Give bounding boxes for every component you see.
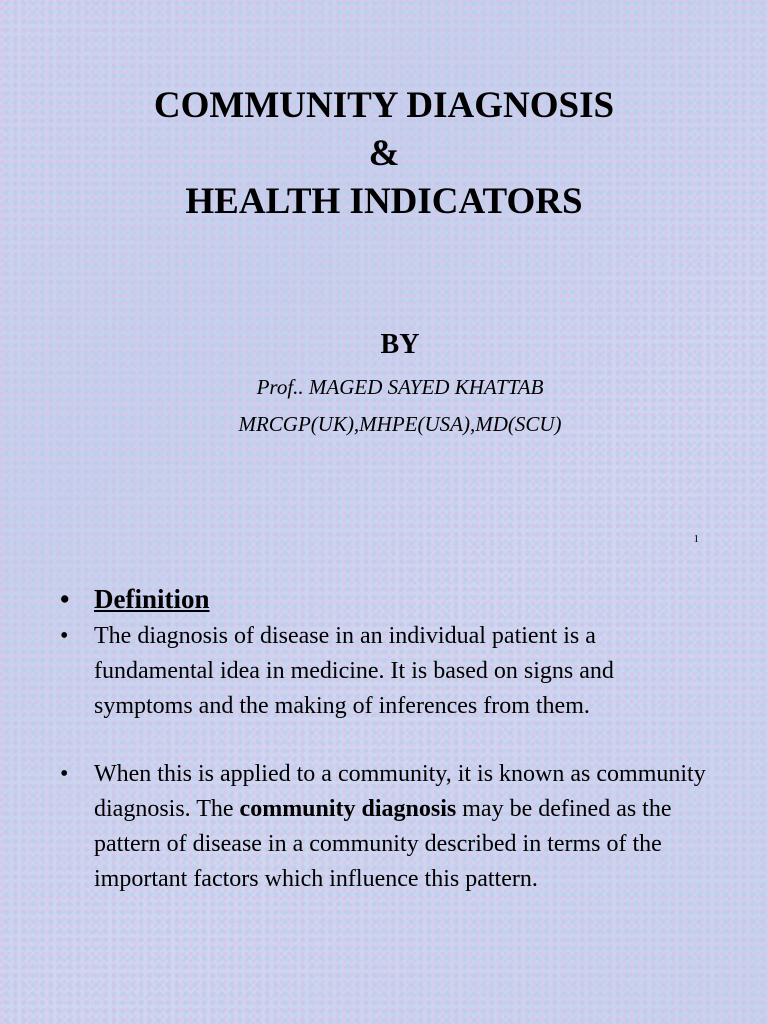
title-line-3: HEALTH INDICATORS bbox=[185, 181, 583, 222]
community-diagnosis-term: community diagnosis bbox=[239, 796, 457, 822]
definition-slide bbox=[0, 560, 768, 1024]
slide-title bbox=[0, 82, 768, 226]
definition-heading-item bbox=[60, 582, 710, 617]
author-credentials: MRCGP(UK),MHPE(USA),MD(SCU) bbox=[238, 412, 562, 436]
paragraph-2-text-part2: may be defined as the pattern of disease in a community described in terms of the important factors which influence this pattern. bbox=[94, 796, 672, 892]
by-label: BY bbox=[380, 329, 420, 360]
author-name: Prof.. MAGED SAYED KHATTAB bbox=[256, 375, 544, 399]
bullet-icon: • bbox=[60, 623, 69, 649]
definition-heading: Definition bbox=[94, 584, 210, 614]
bullet-list bbox=[60, 582, 710, 897]
title-line-1: COMMUNITY DIAGNOSIS bbox=[153, 85, 615, 126]
paragraph-2-text-part1: When this is applied to a community, it is known as community diagnosis. The bbox=[94, 761, 706, 822]
paragraph-1-item bbox=[60, 619, 710, 724]
title-line-2: & bbox=[368, 133, 400, 174]
page-number: 1 bbox=[693, 533, 699, 545]
paragraph-1-text: The diagnosis of disease in an individual patient is a fundamental idea in medicine. It is based on signs and symptoms and the making of inferences from them. bbox=[94, 623, 614, 719]
paragraph-2-item bbox=[60, 757, 710, 897]
bullet-icon: • bbox=[60, 761, 69, 787]
bullet-icon: • bbox=[60, 584, 70, 614]
